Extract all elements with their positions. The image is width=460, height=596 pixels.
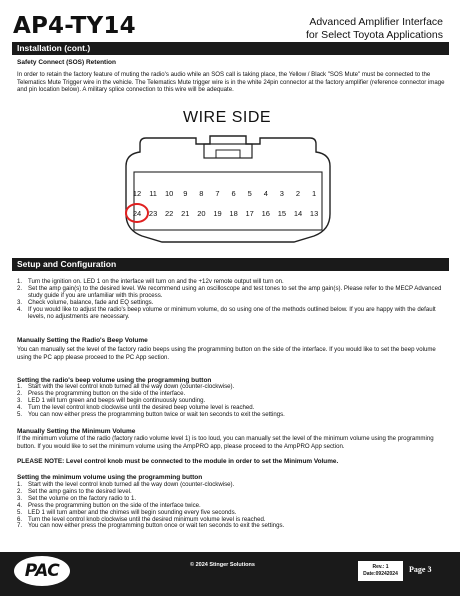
list-item-number: 5. bbox=[17, 410, 23, 418]
pin-5: 5 bbox=[247, 189, 252, 198]
list-item-text: Start with the level control knob turned all the way down (counter-clockwise). bbox=[28, 481, 235, 488]
list-item bbox=[17, 523, 447, 530]
beep-steps-list bbox=[17, 384, 447, 419]
list-item-text: You can now either press the programming button once or wait ten seconds to exit the settings. bbox=[28, 522, 285, 530]
pin-19: 19 bbox=[213, 209, 222, 218]
pin-21: 21 bbox=[181, 209, 190, 218]
list-item-text: Set the amp gains to the desired level. bbox=[28, 487, 132, 495]
product-title bbox=[243, 16, 443, 42]
revision-number: Rev.: 1 bbox=[372, 564, 389, 570]
list-item-number: 4. bbox=[17, 403, 23, 411]
connector-outline bbox=[118, 130, 338, 248]
list-item-text: Start with the level control knob turned all the way down (counter-clockwise). bbox=[28, 383, 235, 390]
min-steps-list bbox=[17, 482, 447, 530]
pac-logo: PAC bbox=[12, 554, 72, 588]
sos-heading: Safety Connect (SOS) Retention bbox=[17, 59, 116, 66]
list-item-number: 3. bbox=[17, 298, 23, 306]
list-item-number: 4. bbox=[17, 305, 23, 313]
list-item bbox=[17, 286, 447, 300]
sos-paragraph: In order to retain the factory feature of muting the radio's audio while an SOS call is taking place, the Yellow / Black "SOS Mute" must be connected to the Telematics Mute Trigger wire in the vehicle. The Telematics Mute trigger wire is in the white 24pin connector at the factory amplifier (reference connector image and pin location below). A military splice connection to this wire will be adequate. bbox=[17, 71, 445, 94]
beep-button-heading: Setting the radio's beep volume using the programming button bbox=[17, 377, 212, 384]
list-item-number: 6. bbox=[17, 515, 23, 523]
pin-16: 16 bbox=[261, 209, 270, 218]
list-item-text: You can now either press the programming button twice or wait ten seconds to exit the settings. bbox=[28, 410, 285, 418]
list-item-number: 1. bbox=[17, 383, 23, 390]
list-item-text: Check volume, balance, fade and EQ settings. bbox=[28, 298, 154, 306]
list-item-number: 1. bbox=[17, 481, 23, 488]
pin-22: 22 bbox=[165, 209, 174, 218]
beep-manual-heading: Manually Setting the Radio's Beep Volume bbox=[17, 337, 148, 344]
pin-1: 1 bbox=[312, 189, 317, 198]
pin-3: 3 bbox=[279, 189, 284, 198]
pin-23: 23 bbox=[148, 209, 158, 218]
model-number: AP4-TY14 bbox=[13, 13, 136, 39]
pin-11: 11 bbox=[149, 189, 157, 198]
page-number: Page 3 bbox=[409, 565, 432, 574]
setup-steps-list bbox=[17, 279, 447, 320]
section-header-installation: Installation (cont.) bbox=[12, 42, 449, 55]
list-item-number: 3. bbox=[17, 396, 23, 404]
list-item-text: Press the programming button on the side of the interface. bbox=[28, 389, 186, 397]
list-item-text: Turn the level control knob clockwise until the desired beep volume level is reached. bbox=[28, 403, 255, 411]
wire-side-title: WIRE SIDE bbox=[183, 109, 272, 126]
list-item-number: 3. bbox=[17, 494, 23, 502]
list-item-number: 2. bbox=[17, 389, 23, 397]
pin-10: 10 bbox=[165, 189, 174, 198]
pin-12: 12 bbox=[132, 189, 142, 198]
list-item-number: 5. bbox=[17, 508, 23, 516]
pin-17: 17 bbox=[245, 209, 254, 218]
pin-9: 9 bbox=[183, 189, 188, 198]
list-item-text: LED 1 will turn green and beeps will begin continuously sounding. bbox=[28, 396, 206, 404]
list-item-number: 7. bbox=[17, 522, 23, 530]
product-title-line2: for Select Toyota Applications bbox=[306, 29, 443, 41]
list-item-text: Set the volume on the factory radio to 1. bbox=[28, 494, 137, 502]
pin-4: 4 bbox=[263, 189, 268, 198]
highlight-circle bbox=[124, 202, 154, 226]
beep-manual-text: You can manually set the level of the factory radio beeps using the programming button on the side of the interface. If you would like to set the beep volume using the PC app please proceed to the PC App section. bbox=[17, 346, 436, 361]
list-item-text: Turn the level control knob clockwise until the desired minimum volume level is reached. bbox=[28, 515, 266, 523]
min-button-heading: Setting the minimum volume using the programming button bbox=[17, 474, 203, 481]
list-item-text: If you would like to adjust the radio's beep volume or minimum volume, do so using one of the methods outlined below. If you are happy with the default levels, no adjustments are necessary. bbox=[28, 305, 436, 320]
list-item-number: 2. bbox=[17, 284, 23, 292]
pin-2: 2 bbox=[295, 189, 301, 198]
list-item-number: 4. bbox=[17, 501, 23, 509]
list-item-text: LED 1 will turn amber and the chimes will begin sounding every five seconds. bbox=[28, 508, 237, 516]
section-header-setup: Setup and Configuration bbox=[12, 258, 449, 271]
list-item-number: 1. bbox=[17, 278, 23, 285]
pin-6: 6 bbox=[231, 189, 236, 198]
list-item bbox=[17, 307, 447, 321]
list-item-text: Turn the ignition on. LED 1 on the interface will turn on and the +12v remote output will turn on. bbox=[28, 278, 284, 285]
pin-14: 14 bbox=[293, 209, 303, 218]
list-item bbox=[17, 412, 447, 419]
pin-15: 15 bbox=[277, 209, 287, 218]
copyright: © 2024 Stinger Solutions bbox=[190, 562, 255, 568]
product-title-line1: Advanced Amplifier Interface bbox=[309, 16, 443, 28]
revision-box bbox=[358, 561, 403, 581]
min-manual-heading: Manually Setting the Minimum Volume bbox=[17, 428, 136, 435]
pin-18: 18 bbox=[229, 209, 238, 218]
pin-20: 20 bbox=[197, 209, 206, 218]
list-item-text: Set the amp gain(s) to the desired level. We recommend using an oscilloscope and test tones to set the amp gain(s). Please refer to the MECP Advanced study guide if you are unfamiliar with this process. bbox=[28, 284, 442, 299]
pin-24: 24 bbox=[132, 209, 142, 218]
pin-8: 8 bbox=[199, 189, 204, 198]
pin-13: 13 bbox=[309, 209, 319, 218]
pin-7: 7 bbox=[215, 189, 220, 198]
min-volume-note: PLEASE NOTE: Level control knob must be connected to the module in order to set the Minimum Volume. bbox=[17, 458, 339, 465]
revision-date: Date:09242024 bbox=[363, 571, 398, 577]
list-item-text: Press the programming button on the side of the interface twice. bbox=[28, 501, 201, 509]
min-manual-text: If the minimum volume of the radio (factory radio volume level 1) is too loud, you can manually set the level of the minimum volume using the programming button. If you would like to set the minimum volume using the AmpPRO app, please proceed to the AmpPRO App section. bbox=[17, 435, 434, 450]
list-item-number: 2. bbox=[17, 487, 23, 495]
